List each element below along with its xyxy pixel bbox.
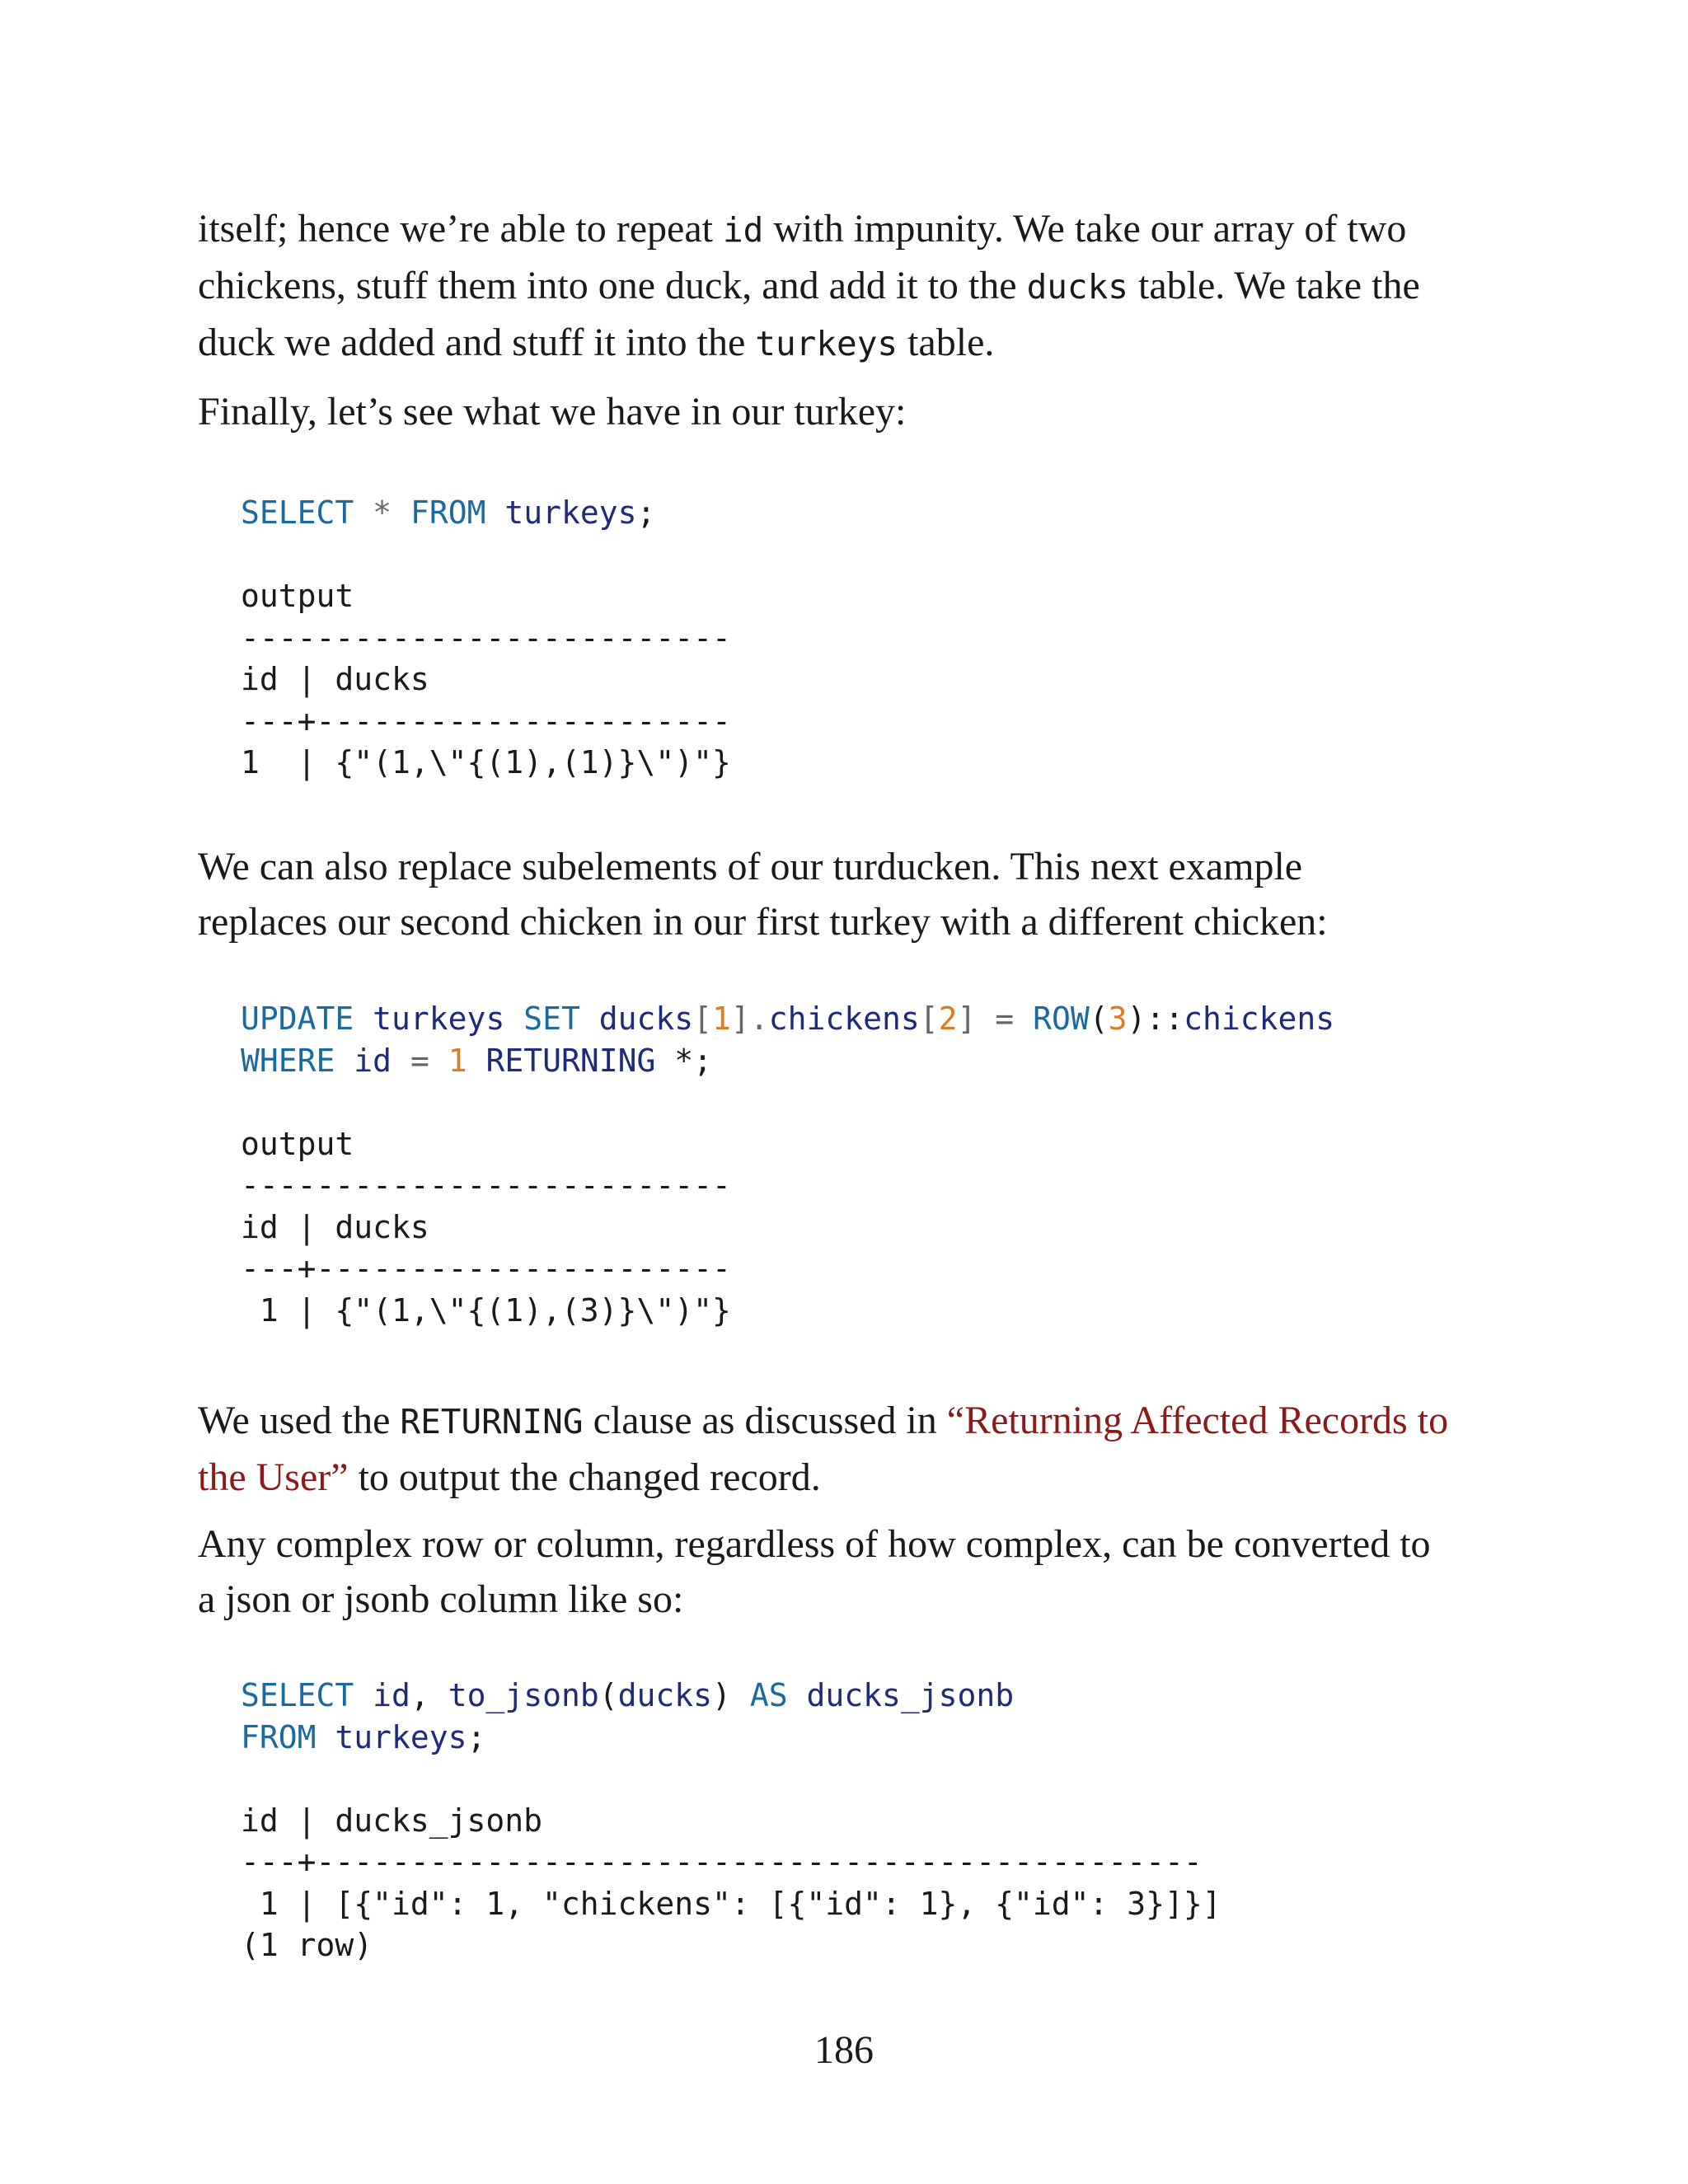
text-line: Any complex row or column, regardless of how complex, can be converted to <box>198 1522 1431 1566</box>
output-line: ---+----------------------------------------------- <box>241 1844 1203 1880</box>
inline-code: RETURNING <box>400 1402 584 1441</box>
text-line: a json or jsonb column like so: <box>198 1577 684 1621</box>
text-line: We can also replace subelements of our turducken. This next example <box>198 845 1303 888</box>
text-run: to output the changed record. <box>348 1455 821 1499</box>
code-block-jsonb: SELECT id, to_jsonb(ducks) AS ducks_jsonb FROM turkeys; id | ducks_jsonb ---+----------------------------------------------- 1 | [{"id": 1, "chickens": [{"id": 1}, {"id": 3}]}] (1 row) <box>241 1677 1221 1963</box>
cross-reference-link[interactable]: “Returning Affected Records to the User” <box>198 1399 1449 1499</box>
text-run: itself; hence we’re able to repeat <box>198 207 723 251</box>
paragraph-json <box>198 1516 1500 1627</box>
output-line: id | ducks <box>241 661 429 697</box>
text-run: table. We take the duck we added and stuff it into the <box>198 264 1420 364</box>
output-line: output <box>241 1125 354 1162</box>
output-line: 1 | [{"id": 1, "chickens": [{"id": 1}, {"id": 3}]}] <box>241 1885 1221 1922</box>
paragraph-replace <box>198 839 1500 949</box>
text-line: replaces our second chicken in our first turkey with a different chicken: <box>198 900 1328 944</box>
inline-code: ducks <box>1026 267 1128 307</box>
paragraph-finally: Finally, let’s see what we have in our turkey: <box>198 390 907 434</box>
output-line: ---+---------------------- <box>241 1250 731 1286</box>
output-line: id | ducks_jsonb <box>241 1802 543 1839</box>
output-line: output <box>241 578 354 614</box>
output-line: (1 row) <box>241 1927 373 1963</box>
paragraph-returning <box>198 1393 1500 1505</box>
page-number: 186 <box>814 2028 874 2072</box>
output-line: -------------------------- <box>241 619 731 656</box>
output-line: ---+---------------------- <box>241 702 731 739</box>
inline-code: id <box>722 210 764 250</box>
text-run: We used the <box>198 1399 401 1442</box>
code-block-select: SELECT * FROM turkeys; output -------------------------- id | ducks ---+---------------------- 1 | {"(1,\"{(1),(1)}\")"} <box>241 494 731 780</box>
code-block-update: UPDATE turkeys SET ducks[1].chickens[2] = ROW(3)::chickens WHERE id = 1 RETURNING *; output -------------------------- id | ducks ---+---------------------- 1 | {"(1,\"{(1),(3)}\")"} <box>241 1001 1335 1329</box>
paragraph-intro <box>198 201 1500 372</box>
inline-code: turkeys <box>755 324 898 363</box>
text-run: with impunity. We take our array of two chickens, stuff them into one duck, and add it to the <box>198 207 1407 307</box>
output-line: -------------------------- <box>241 1167 731 1203</box>
output-line: 1 | {"(1,\"{(1),(3)}\")"} <box>241 1291 731 1329</box>
output-line: 1 | {"(1,\"{(1),(1)}\")"} <box>241 744 731 780</box>
text-run: clause as discussed in <box>583 1399 947 1442</box>
text-run: table. <box>898 321 995 364</box>
output-line: id | ducks <box>241 1208 429 1245</box>
